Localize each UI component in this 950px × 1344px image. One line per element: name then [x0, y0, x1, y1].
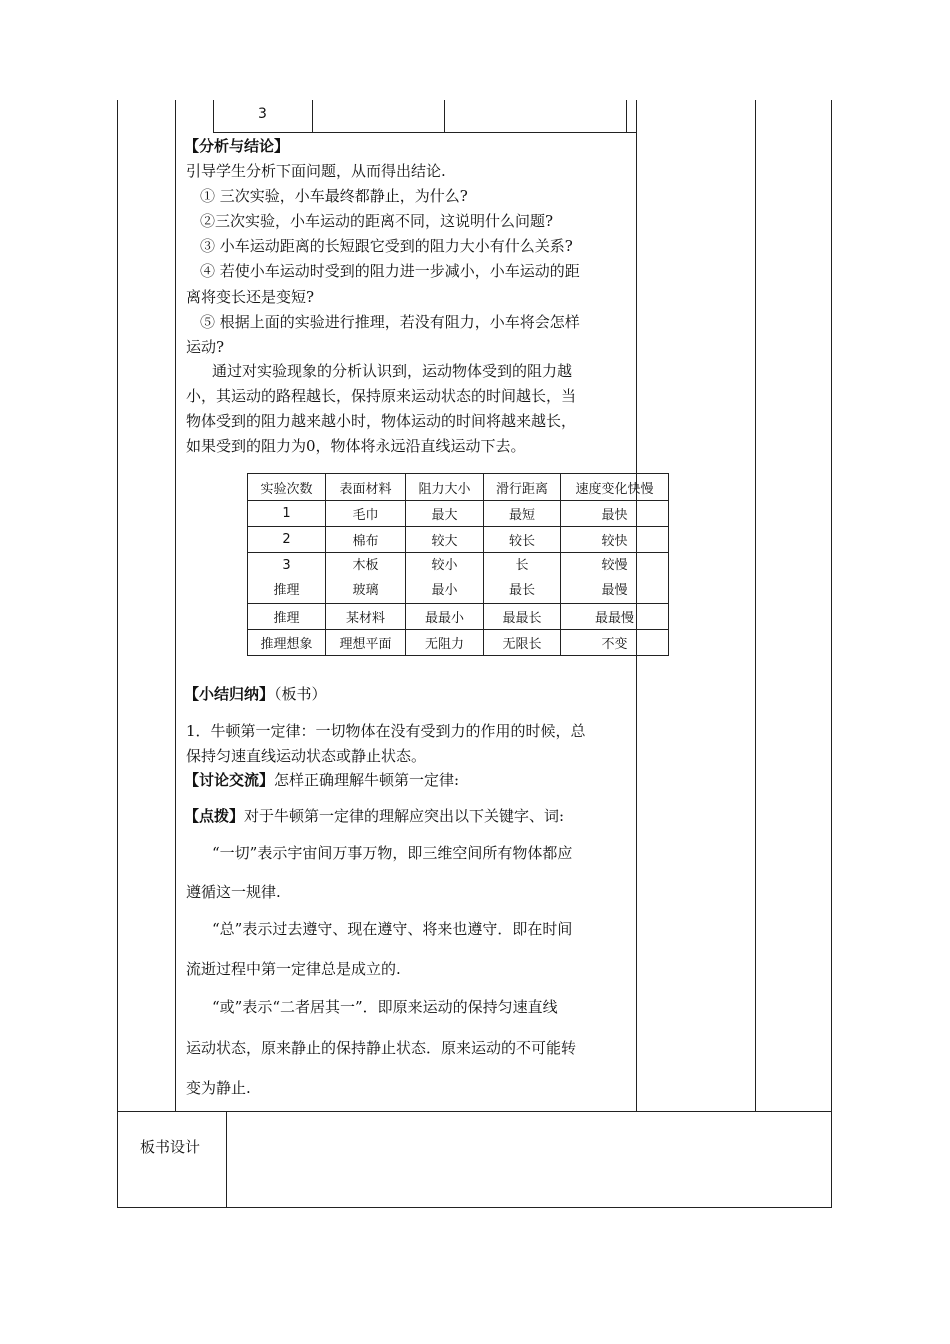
- conclusion-line-2: 小，其运动的路程越长，保持原来运动状态的时间越长，当: [186, 387, 577, 405]
- cell-line: 木板: [352, 558, 379, 573]
- keyword-2-line-2: 流逝过程中第一定律总是成立的.: [186, 960, 401, 978]
- table-cell: 较大: [406, 527, 484, 553]
- analysis-intro: 引导学生分析下面问题，从而得出结论.: [186, 162, 446, 180]
- top-row-v4: [626, 100, 627, 133]
- table-cell: 较长: [484, 527, 561, 553]
- cell-line: 较小: [431, 558, 458, 573]
- table-cell: 最最小: [406, 604, 484, 630]
- summary-heading-line: [184, 684, 327, 704]
- table-cell: [248, 553, 326, 604]
- table-cell: 推理想象: [248, 630, 326, 656]
- table-cell: 最最慢: [561, 604, 669, 630]
- frame-bottom-border: [117, 1207, 832, 1208]
- table-cell: 1: [248, 501, 326, 527]
- question-3: ③ 小车运动距离的长短跟它受到的阻力大小有什么关系?: [200, 237, 573, 255]
- frame-right-border: [831, 100, 832, 1208]
- table-cell: 最大: [406, 501, 484, 527]
- question-5-line-1: ⑤ 根据上面的实验进行推理，若没有阻力，小车将会怎样: [200, 313, 580, 331]
- inner-col-right: [755, 100, 756, 1111]
- discussion-line: [184, 770, 459, 790]
- keyword-2-line-1: “总”表示过去遵守、现在遵守、将来也遵守．即在时间: [212, 920, 573, 938]
- board-design-label: 板书设计: [140, 1138, 201, 1156]
- top-row-bottom: [213, 132, 637, 133]
- table-cell: [326, 553, 406, 604]
- cell-line: 最慢: [601, 583, 628, 598]
- cell-line: 最长: [508, 583, 535, 598]
- table-cell: 不变: [561, 630, 669, 656]
- discussion-text: 怎样正确理解牛顿第一定律:: [274, 771, 460, 789]
- table-row: [248, 604, 669, 630]
- table-cell: 较快: [561, 527, 669, 553]
- table-cell: [484, 553, 561, 604]
- table-header: 阻力大小: [406, 474, 484, 501]
- discussion-label: 【讨论交流】: [184, 771, 275, 789]
- table-row: [248, 630, 669, 656]
- table-cell: 推理: [248, 604, 326, 630]
- cell-line: 长: [515, 558, 529, 573]
- top-row-v3: [444, 100, 445, 133]
- question-4-line-1: ④ 若使小车运动时受到的阻力进一步减小，小车运动的距: [200, 262, 580, 280]
- top-row-number: 3: [258, 106, 267, 122]
- table-cell: [406, 553, 484, 604]
- keyword-1-line-1: “一切”表示宇宙间万事万物，即三维空间所有物体都应: [212, 844, 573, 862]
- table-header: 速度变化快慢: [561, 474, 669, 501]
- top-row-v2: [312, 100, 313, 133]
- cell-line: 较慢: [601, 558, 628, 573]
- table-cell: 理想平面: [326, 630, 406, 656]
- summary-heading: 【小结归纳】: [184, 685, 275, 703]
- table-cell: 2: [248, 527, 326, 553]
- table-cell: 棉布: [326, 527, 406, 553]
- table-header: 实验次数: [248, 474, 326, 501]
- table-row: [248, 553, 669, 604]
- table-cell: 最最长: [484, 604, 561, 630]
- cell-line: 3: [282, 558, 291, 573]
- table-cell: 无阻力: [406, 630, 484, 656]
- law-line-2: 保持匀速直线运动状态或静止状态。: [186, 747, 427, 765]
- question-2: ②三次实验，小车运动的距离不同，这说明什么问题?: [200, 212, 554, 230]
- table-header-row: [248, 474, 669, 501]
- question-5-line-2: 运动?: [186, 338, 225, 356]
- experiment-table: [247, 473, 669, 656]
- table-cell: 某材料: [326, 604, 406, 630]
- footer-divider: [117, 1111, 832, 1112]
- table-row: [248, 501, 669, 527]
- law-line-1: 1．牛顿第一定律：一切物体在没有受到力的作用的时候，总: [186, 722, 586, 740]
- cell-line: 玻璃: [352, 583, 379, 598]
- question-4-line-2: 离将变长还是变短?: [186, 288, 315, 306]
- footer-col-divider: [226, 1111, 227, 1207]
- question-1: ① 三次实验，小车最终都静止，为什么?: [200, 187, 468, 205]
- tip-label: 【点拨】: [184, 807, 245, 825]
- table-cell: 无限长: [484, 630, 561, 656]
- conclusion-line-3: 物体受到的阻力越来越小时，物体运动的时间将越来越长，: [186, 412, 577, 430]
- summary-note: （板书）: [274, 685, 327, 703]
- tip-text: 对于牛顿第一定律的理解应突出以下关键字、词:: [244, 807, 565, 825]
- table-cell: 毛巾: [326, 501, 406, 527]
- cell-line: 推理: [273, 583, 300, 598]
- table-cell: 最短: [484, 501, 561, 527]
- analysis-heading: 【分析与结论】: [184, 137, 290, 155]
- table-header: 滑行距离: [484, 474, 561, 501]
- frame-left-border: [117, 100, 118, 1208]
- table-header: 表面材料: [326, 474, 406, 501]
- tip-line: [184, 806, 564, 826]
- conclusion-line-1: 通过对实验现象的分析认识到，运动物体受到的阻力越: [212, 362, 573, 380]
- conclusion-line-4: 如果受到的阻力为0，物体将永远沿直线运动下去。: [186, 437, 526, 455]
- table-cell: 最快: [561, 501, 669, 527]
- cell-line: 最小: [431, 583, 458, 598]
- table-row: [248, 527, 669, 553]
- keyword-3-line-1: “或”表示“二者居其一”．即原来运动的保持匀速直线: [212, 998, 558, 1016]
- keyword-3-line-2: 运动状态，原来静止的保持静止状态．原来运动的不可能转: [186, 1039, 577, 1057]
- keyword-3-line-3: 变为静止.: [186, 1079, 251, 1097]
- inner-col-left: [175, 100, 176, 1111]
- keyword-1-line-2: 遵循这一规律.: [186, 883, 281, 901]
- table-cell: [561, 553, 669, 604]
